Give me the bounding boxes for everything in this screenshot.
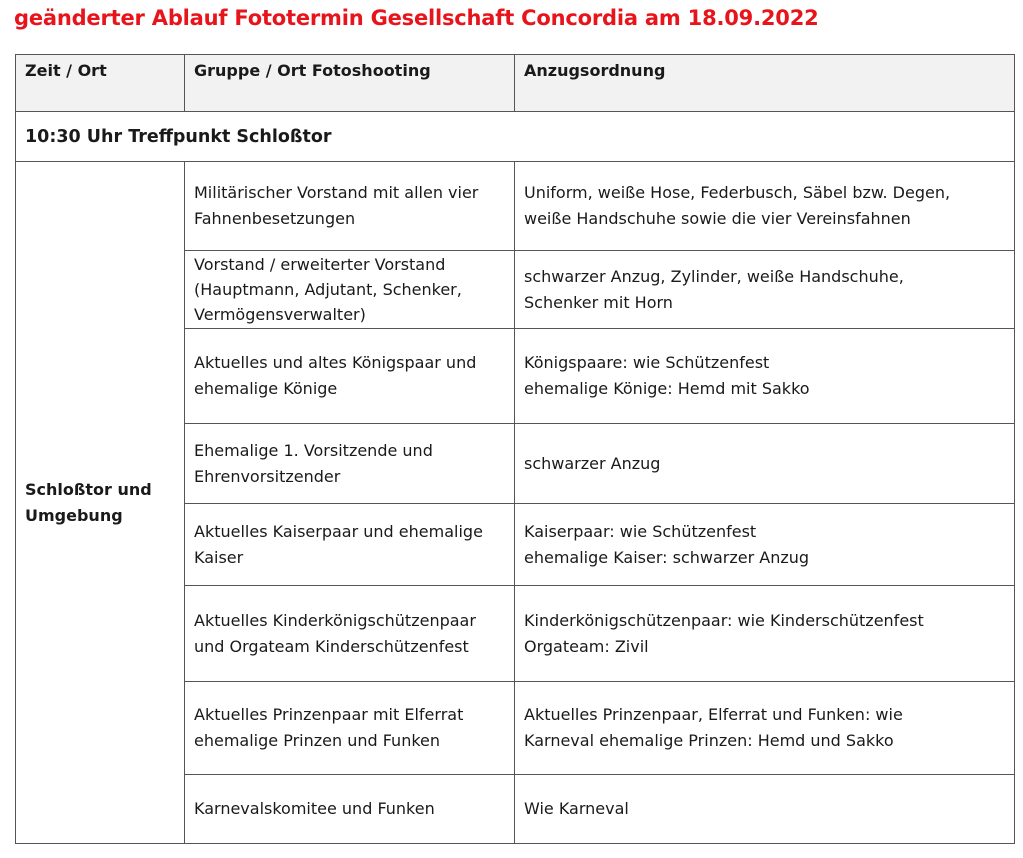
group-line: Aktuelles Kaiserpaar und ehemalige [194,521,483,541]
dress-line: Orgateam: Zivil [524,636,649,656]
dress-line: weiße Handschuhe sowie die vier Vereinsfahnen [524,209,911,228]
group-cell [185,586,515,682]
group-cell [185,329,515,424]
dress-line: Kaiserpaar: wie Schützenfest [524,521,757,541]
meeting-point: 10:30 Uhr Treffpunkt Schloßtor [16,112,1015,162]
group-line: Aktuelles Kinderkönigschützenpaar [194,610,476,630]
dress-line: schwarzer Anzug [524,453,661,473]
group-cell [185,424,515,504]
dress-line: schwarzer Anzug, Zylinder, weiße Handschuhe, [524,266,904,286]
place-cell [16,162,185,844]
header-group: Gruppe / Ort Fotoshooting [185,55,515,112]
group-line: Militärischer Vorstand mit allen vier [194,183,479,202]
group-line: ehemalige Prinzen und Funken [194,731,441,750]
group-cell [185,504,515,586]
dress-line: Uniform, weiße Hose, Federbusch, Säbel bzw. Degen, [524,183,951,202]
group-line: Kaiser [194,547,244,567]
place-line: Umgebung [25,505,123,525]
dress-cell [515,682,1015,775]
dress-cell [515,586,1015,682]
group-cell [185,775,515,844]
dress-line: ehemalige Könige: Hemd mit Sakko [524,379,810,398]
group-cell [185,251,515,329]
document-title: geänderter Ablauf Fototermin Gesellschaft Concordia am 18.09.2022 [14,6,819,30]
dress-line: Karneval ehemalige Prinzen: Hemd und Sakko [524,731,894,750]
dress-line: Schenker mit Horn [524,292,673,312]
dress-line: ehemalige Kaiser: schwarzer Anzug [524,547,810,567]
place-line: Schloßtor und [25,479,152,499]
group-line: Fahnenbesetzungen [194,209,356,228]
header-time-place: Zeit / Ort [16,55,185,112]
table-row [16,162,1015,251]
dress-cell [515,329,1015,424]
group-cell [185,162,515,251]
group-line: und Orgateam Kinderschützenfest [194,636,469,656]
group-line: Vorstand / erweiterter Vorstand [194,255,446,274]
group-line: Aktuelles Prinzenpaar mit Elferrat [194,705,464,724]
group-line: Ehemalige 1. Vorsitzende und [194,440,433,460]
group-line: Vermögensverwalter) [194,305,366,324]
dress-cell [515,775,1015,844]
dress-line: Wie Karneval [524,799,629,818]
dress-line: Kinderkönigschützenpaar: wie Kinderschützenfest [524,610,924,630]
meeting-point-row [16,112,1015,162]
dress-cell [515,504,1015,586]
dress-line: Königspaare: wie Schützenfest [524,353,770,372]
table-header-row [16,55,1015,112]
dress-line: Aktuelles Prinzenpaar, Elferrat und Funken: wie [524,705,903,724]
schedule-table [15,54,1015,844]
group-line: (Hauptmann, Adjutant, Schenker, [194,280,462,299]
group-line: Ehrenvorsitzender [194,466,341,486]
group-line: Aktuelles und altes Königspaar und [194,353,477,372]
group-cell [185,682,515,775]
group-line: ehemalige Könige [194,379,338,398]
dress-cell [515,424,1015,504]
dress-cell [515,162,1015,251]
group-line: Karnevalskomitee und Funken [194,799,435,818]
header-dress-code: Anzugsordnung [515,55,1015,112]
dress-cell [515,251,1015,329]
